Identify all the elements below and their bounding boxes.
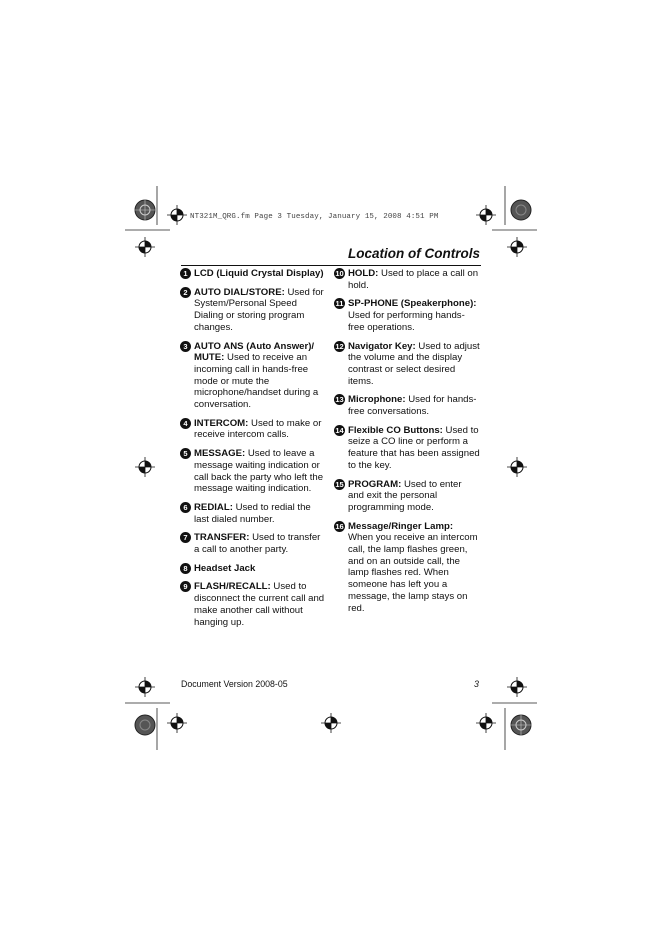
number-badge: 5 xyxy=(180,448,191,459)
list-item xyxy=(180,448,326,495)
item-term: Flexible CO Buttons: xyxy=(348,424,443,436)
crosshair-icon xyxy=(507,237,527,257)
slug-line: NT321M_QRG.fm Page 3 Tuesday, January 15, 2008 4:51 PM xyxy=(190,213,439,221)
item-desc: Used to enter and exit the personal programming mode. xyxy=(348,478,462,513)
number-badge: 3 xyxy=(180,341,191,352)
crosshair-icon xyxy=(507,677,527,697)
crosshair-icon xyxy=(135,677,155,697)
number-badge: 4 xyxy=(180,418,191,429)
number-badge: 10 xyxy=(335,269,344,278)
page-number: 3 xyxy=(474,679,479,689)
list-item xyxy=(180,341,326,411)
item-term: AUTO ANS (Auto Answer)/ MUTE: xyxy=(194,340,315,364)
list-item xyxy=(180,502,326,525)
list-item xyxy=(334,268,480,291)
item-desc: Used to adjust the volume and the display contrast or select desired items. xyxy=(348,340,480,387)
item-term: MESSAGE: xyxy=(194,448,246,460)
registration-mark-icon xyxy=(133,713,157,737)
item-term: TRANSFER: xyxy=(194,532,250,544)
list-item xyxy=(180,581,326,628)
number-badge: 15 xyxy=(335,479,344,489)
item-term: PROGRAM: xyxy=(348,478,402,490)
item-desc: When you receive an intercom call, the lamp flashes green, and on an outside call, the lamp flashes red. When someone has left you a message, the lamp stays on red. xyxy=(348,532,478,614)
item-term: Headset Jack xyxy=(194,562,256,574)
item-term: LCD (Liquid Crystal Display) xyxy=(194,268,324,279)
number-badge: 11 xyxy=(335,299,344,309)
item-term: AUTO DIAL/STORE: xyxy=(194,286,285,298)
item-term: Microphone: xyxy=(348,394,406,406)
registration-mark-icon xyxy=(509,713,533,737)
item-desc: Used for hands-free conversations. xyxy=(348,394,477,418)
list-item xyxy=(334,521,480,615)
list-item xyxy=(180,563,326,575)
registration-mark-icon xyxy=(133,198,157,222)
page-title: Location of Controls xyxy=(348,246,480,261)
document-version: Document Version 2008-05 xyxy=(181,679,288,689)
list-item xyxy=(334,479,480,514)
crosshair-icon xyxy=(321,713,341,733)
number-badge: 9 xyxy=(180,581,191,592)
registration-mark-icon xyxy=(509,198,533,222)
crosshair-icon xyxy=(167,713,187,733)
item-term: INTERCOM: xyxy=(194,417,249,429)
item-term: SP-PHONE (Speakerphone): xyxy=(348,298,477,310)
title-rule xyxy=(181,265,481,266)
number-badge: 7 xyxy=(180,532,191,543)
number-badge: 8 xyxy=(180,563,191,574)
item-desc: Used to seize a CO line or perform a feature that has been assigned to the key. xyxy=(348,424,480,471)
item-desc: Used to transfer a call to another party. xyxy=(194,532,321,556)
item-term: FLASH/RECALL: xyxy=(194,581,271,593)
number-badge: 14 xyxy=(335,425,344,435)
list-item xyxy=(334,298,480,333)
list-item xyxy=(180,532,326,555)
item-term: REDIAL: xyxy=(194,501,233,513)
controls-list-right xyxy=(334,268,480,621)
item-desc: Used for System/Personal Speed Dialing or storing program changes. xyxy=(194,286,324,333)
item-desc: Used to redial the last dialed number. xyxy=(194,501,311,525)
crosshair-icon xyxy=(476,205,496,225)
list-item xyxy=(334,394,480,417)
list-item xyxy=(180,287,326,334)
item-desc: Used to disconnect the current call and make another call without hanging up. xyxy=(194,581,325,628)
item-desc: Used to receive an incoming call in hands-free mode or mute the microphone/handset during a conversation. xyxy=(194,352,319,411)
list-item xyxy=(334,425,480,472)
number-badge: 1 xyxy=(180,268,191,279)
item-term: Message/Ringer Lamp: xyxy=(348,520,454,532)
list-item xyxy=(180,418,326,441)
crosshair-icon xyxy=(507,457,527,477)
list-item xyxy=(180,268,326,280)
controls-list-left xyxy=(180,268,326,635)
crosshair-icon xyxy=(476,713,496,733)
item-term: Navigator Key: xyxy=(348,340,416,352)
item-desc: Used to make or receive intercom calls. xyxy=(194,417,322,441)
crosshair-icon xyxy=(135,237,155,257)
crosshair-icon xyxy=(167,205,187,225)
number-badge: 6 xyxy=(180,502,191,513)
item-desc: Used to leave a message waiting indication or call back the party who left the message waiting indication. xyxy=(194,448,324,495)
crosshair-icon xyxy=(135,457,155,477)
number-badge: 2 xyxy=(180,287,191,298)
item-desc: Used to place a call on hold. xyxy=(348,268,479,291)
number-badge: 12 xyxy=(335,341,344,351)
list-item xyxy=(334,341,480,388)
number-badge: 13 xyxy=(335,395,344,405)
item-term: HOLD: xyxy=(348,268,379,279)
item-desc: Used for performing hands-free operations. xyxy=(348,310,465,333)
number-badge: 16 xyxy=(335,521,344,531)
